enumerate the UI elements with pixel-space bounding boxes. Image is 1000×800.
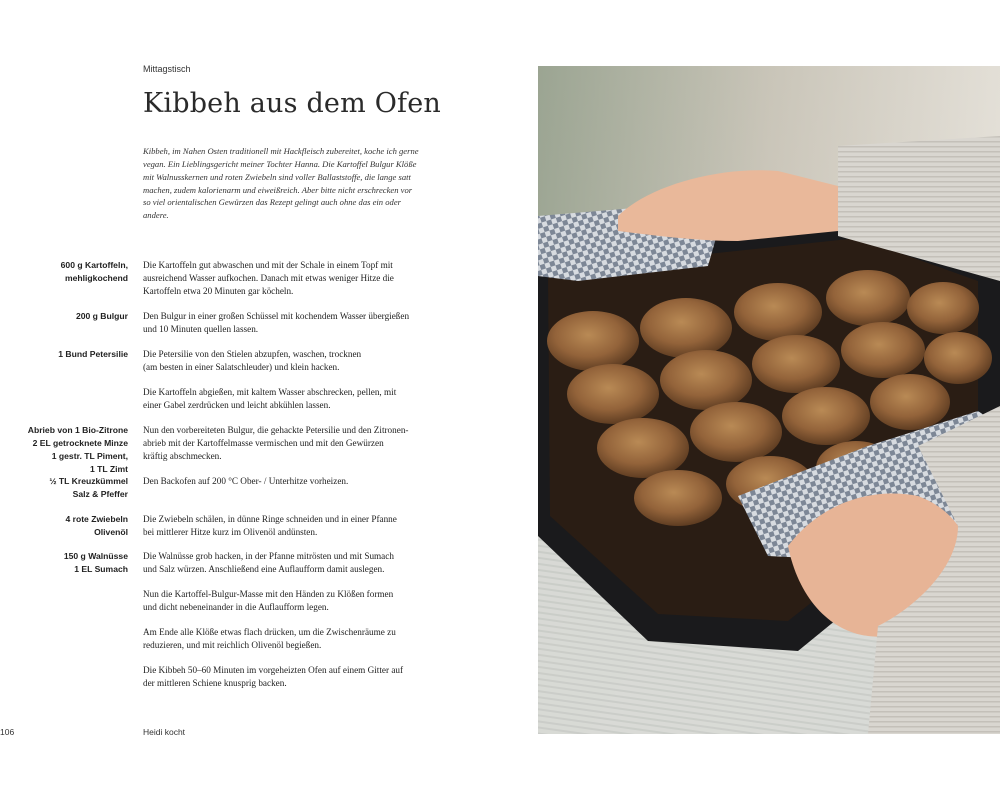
ingredient-group-bulgur <box>76 310 128 323</box>
ingredient-group-spices <box>28 424 128 501</box>
footer-book-title: Heidi kocht <box>143 727 186 737</box>
ingredient: 1 gestr. TL Piment, <box>51 450 128 461</box>
step <box>143 626 473 652</box>
ingredient-group-walnuts <box>64 550 128 576</box>
step-line: reduzieren, und mit reichlich Olivenöl begießen. <box>143 639 322 650</box>
page-title: Kibbeh aus dem Ofen <box>143 88 441 119</box>
intro-text <box>143 145 463 222</box>
ingredient: 150 g Walnüsse <box>63 551 128 561</box>
intro-line: Kibbeh, im Nahen Osten traditionell mit Hackfleisch zubereitet, koche ich gerne <box>143 146 419 156</box>
step-line: ausreichend Wasser aufkochen. Danach mit etwas weniger Hitze die <box>143 272 394 283</box>
ingredient: Abrieb von 1 Bio-Zitrone <box>27 425 128 435</box>
recipe-photo-icon <box>538 66 1000 734</box>
ingredient: Salz & Pfeffer <box>72 489 128 500</box>
step-line: Die Kartoffeln gut abwaschen und mit der Schale in einem Topf mit <box>143 260 393 270</box>
step <box>143 588 473 614</box>
step-line: der mittleren Schiene knusprig backen. <box>143 677 287 688</box>
section-label: Mittagstisch <box>143 64 191 74</box>
step-line: und dicht nebeneinander in die Auflaufform legen. <box>143 601 329 612</box>
step-line: Den Backofen auf 200 °C Ober- / Unterhitze vorheizen. <box>143 476 349 486</box>
step-line: Nun den vorbereiteten Bulgur, die gehackte Petersilie und den Zitronen- <box>143 425 409 435</box>
step <box>143 664 473 690</box>
step <box>143 348 473 374</box>
intro-line: vegan. Ein Lieblingsgericht meiner Tochter Hanna. Die Kartoffel Bulgur Klöße <box>143 158 417 169</box>
step-line: Am Ende alle Klöße etwas flach drücken, um die Zwischenräume zu <box>143 627 396 637</box>
ingredient: 200 g Bulgur <box>75 311 128 321</box>
step-line: bei mittlerer Hitze kurz im Olivenöl andünsten. <box>143 526 318 537</box>
ingredient: Olivenöl <box>94 526 128 537</box>
page-number: 106 <box>0 727 15 737</box>
ingredient: 2 EL getrocknete Minze <box>32 437 128 448</box>
step <box>143 513 473 539</box>
ingredient: mehligkochend <box>64 272 128 283</box>
step <box>143 310 473 336</box>
step-line: Die Zwiebeln schälen, in dünne Ringe schneiden und in einer Pfanne <box>143 514 397 524</box>
step-line: (am besten in einer Salatschleuder) und klein hacken. <box>143 361 340 372</box>
step-line: einer Gabel zerdrücken und leicht abkühlen lassen. <box>143 399 331 410</box>
step-line: Den Bulgur in einer großen Schüssel mit kochendem Wasser übergießen <box>143 311 410 321</box>
step-line: Die Kibbeh 50–60 Minuten im vorgeheizten Ofen auf einem Gitter auf <box>143 665 404 675</box>
step <box>143 475 473 488</box>
photo-illustration <box>538 66 1000 734</box>
ingredient: 600 g Kartoffeln, <box>60 260 128 270</box>
step <box>143 259 473 298</box>
step-line: kräftig abschmecken. <box>143 450 222 461</box>
step-line: Die Walnüsse grob hacken, in der Pfanne mitrösten und mit Sumach <box>143 551 394 561</box>
step-line: und Salz würzen. Anschließend eine Auflaufform damit auslegen. <box>143 563 385 574</box>
ingredient-group-onions <box>65 513 128 539</box>
intro-line: andere. <box>143 210 169 221</box>
ingredient-group-potatoes <box>61 259 128 285</box>
ingredient: 1 TL Zimt <box>89 463 128 474</box>
ingredient: 1 EL Sumach <box>74 563 128 574</box>
ingredient: 4 rote Zwiebeln <box>65 514 128 524</box>
intro-line: machen, zudem kalorienarm und eiweißreich. Aber bitte nicht erschrecken vor <box>143 184 413 195</box>
step-line: Nun die Kartoffel-Bulgur-Masse mit den Händen zu Klößen formen <box>143 589 394 599</box>
step-line: abrieb mit der Kartoffelmasse vermischen und mit den Gewürzen <box>143 437 384 448</box>
ingredient: ½ TL Kreuzkümmel <box>49 476 128 487</box>
step <box>143 386 473 412</box>
step-line: Kartoffeln etwa 20 Minuten gar köcheln. <box>143 285 294 296</box>
ingredient-group-parsley <box>58 348 128 361</box>
step <box>143 550 473 576</box>
step-line: und 10 Minuten quellen lassen. <box>143 323 259 334</box>
intro-line: mit Walnusskernen und roten Zwiebeln sind voller Ballaststoffe, die lange satt <box>143 171 411 182</box>
intro-line: so viel orientalischen Gewürzen das Rezept gelingt auch ohne das ein oder <box>143 197 402 208</box>
ingredient: 1 Bund Petersilie <box>58 349 128 359</box>
step-line: Die Kartoffeln abgießen, mit kaltem Wasser abschrecken, pellen, mit <box>143 387 397 397</box>
step-line: Die Petersilie von den Stielen abzupfen, waschen, trocknen <box>143 349 362 359</box>
step <box>143 424 473 463</box>
